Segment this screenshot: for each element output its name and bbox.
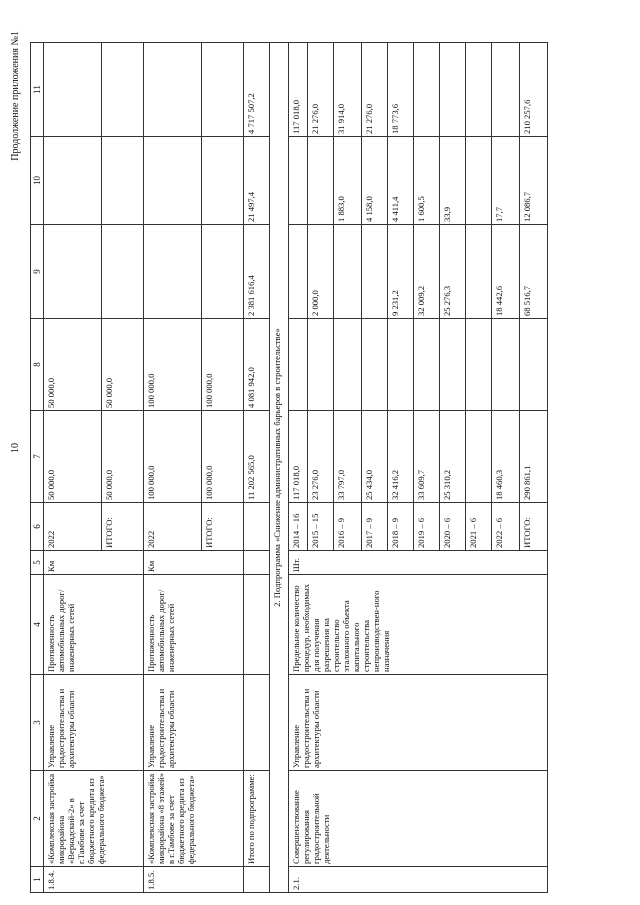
measure-name: Совершенствование регулирования градостроительной деятельности <box>289 771 548 867</box>
cell: 50 000,0 <box>44 319 102 411</box>
executor: Управление градостроительства и архитектуры области <box>44 675 144 771</box>
unit: Км <box>44 551 144 575</box>
cell <box>520 319 548 411</box>
cell <box>102 43 144 137</box>
cell: 25 310,2 <box>440 411 466 503</box>
cell <box>244 675 270 771</box>
cell: 2 381 616,4 <box>244 225 270 319</box>
program-table <box>30 42 548 893</box>
cell <box>244 867 270 893</box>
section-row <box>270 43 289 893</box>
cell: 17,7 <box>492 137 520 225</box>
year: ИТОГО: <box>102 503 144 551</box>
subtotal-row <box>244 43 270 893</box>
section-title: 2. Подпрограмма «Снижение административных барьеров в строительстве» <box>270 43 289 893</box>
cell <box>414 43 440 137</box>
col-number: 2 <box>31 771 44 867</box>
unit: Км <box>144 551 244 575</box>
cell: 100 000,0 <box>202 411 244 503</box>
measure-name: «Комплексная застройка микрорайона «8 этажей» в г.Тамбове за счет бюджетного кредита из федерального бюджета» <box>144 771 244 867</box>
cell: 2 000,0 <box>308 225 334 319</box>
cell: 31 914,0 <box>334 43 362 137</box>
cell: 32 009,2 <box>414 225 440 319</box>
cell: 50 000,0 <box>102 411 144 503</box>
col-number: 7 <box>31 411 44 503</box>
cell <box>308 319 334 411</box>
cell: 210 257,6 <box>520 43 548 137</box>
cell: 33 797,0 <box>334 411 362 503</box>
cell <box>289 225 308 319</box>
cell <box>144 225 202 319</box>
col-number: 6 <box>31 503 44 551</box>
cell <box>388 319 414 411</box>
cell: 4 081 942,0 <box>244 319 270 411</box>
row-number: 2.1. <box>289 867 548 893</box>
cell: 50 000,0 <box>44 411 102 503</box>
table-row <box>44 43 102 893</box>
year: 2017 – 9 <box>362 503 388 551</box>
continuation-note: Продолжение приложения №1 <box>10 31 21 161</box>
cell <box>466 137 492 225</box>
cell: 12 086,7 <box>520 137 548 225</box>
page-header <box>10 23 28 893</box>
col-number: 5 <box>31 551 44 575</box>
cell: 25 276,3 <box>440 225 466 319</box>
cell: 18 460,3 <box>492 411 520 503</box>
col-number: 8 <box>31 319 44 411</box>
row-number: 1.8.4. <box>44 867 144 893</box>
cell <box>289 319 308 411</box>
year: 2016 – 9 <box>334 503 362 551</box>
cell: 21 497,4 <box>244 137 270 225</box>
cell <box>289 137 308 225</box>
cell <box>244 551 270 575</box>
cell: 50 000,0 <box>102 319 144 411</box>
cell: 100 000,0 <box>202 319 244 411</box>
cell: 117 018,0 <box>289 411 308 503</box>
cell: 290 861,1 <box>520 411 548 503</box>
cell <box>440 319 466 411</box>
cell <box>202 225 244 319</box>
col-number: 4 <box>31 575 44 675</box>
cell <box>144 43 202 137</box>
cell <box>202 137 244 225</box>
cell <box>414 319 440 411</box>
cell: 4 158,0 <box>362 137 388 225</box>
cell: 18 442,6 <box>492 225 520 319</box>
cell <box>440 43 466 137</box>
cell <box>466 43 492 137</box>
col-number: 9 <box>31 225 44 319</box>
cell <box>102 137 144 225</box>
cell: 68 516,7 <box>520 225 548 319</box>
cell: 21 276,0 <box>362 43 388 137</box>
year: 2021 – 6 <box>466 503 492 551</box>
col-number: 11 <box>31 43 44 137</box>
column-numbers-row <box>31 43 44 893</box>
col-number: 3 <box>31 675 44 771</box>
table-row <box>289 43 308 893</box>
executor: Управление градостроительства и архитектуры области <box>144 675 244 771</box>
col-number: 10 <box>31 137 44 225</box>
cell <box>202 43 244 137</box>
cell: 117 018,0 <box>289 43 308 137</box>
cell: 9 231,2 <box>388 225 414 319</box>
rotated-page <box>12 23 620 893</box>
year: ИТОГО: <box>520 503 548 551</box>
year: 2018 – 9 <box>388 503 414 551</box>
cell <box>466 319 492 411</box>
cell: 100 000,0 <box>144 319 202 411</box>
cell: 11 202 565,0 <box>244 411 270 503</box>
unit: Шт. <box>289 551 548 575</box>
cell: 33,9 <box>440 137 466 225</box>
document-page <box>12 23 620 893</box>
cell: 23 276,0 <box>308 411 334 503</box>
cell <box>308 137 334 225</box>
indicator: Протяженность автомобильных дорог/инженерных сетей <box>44 575 144 675</box>
cell <box>362 225 388 319</box>
executor: Управление градостроительства и архитектуры области <box>289 675 548 771</box>
cell <box>102 225 144 319</box>
row-number: 1.8.5. <box>144 867 244 893</box>
cell <box>244 575 270 675</box>
cell: 1 600,5 <box>414 137 440 225</box>
cell <box>144 137 202 225</box>
cell: 1 883,0 <box>334 137 362 225</box>
year: 2015 – 15 <box>308 503 334 551</box>
subtotal-label: Итого по подпрограмме: <box>244 771 270 867</box>
page-number: 10 <box>10 443 21 453</box>
cell <box>334 225 362 319</box>
cell: 4 717 507,2 <box>244 43 270 137</box>
cell <box>362 319 388 411</box>
year: 2022 <box>144 503 202 551</box>
indicator: Протяженность автомобильных дорог/инженерных сетей <box>144 575 244 675</box>
year: 2019 – 6 <box>414 503 440 551</box>
cell <box>44 43 102 137</box>
cell: 21 276,0 <box>308 43 334 137</box>
year: 2022 – 6 <box>492 503 520 551</box>
table-row <box>144 43 202 893</box>
cell: 33 609,7 <box>414 411 440 503</box>
measure-name: «Комплексная застройка микрорайона «Вернадский-2» в г.Тамбове за счет бюджетного кредита из федерального бюджета» <box>44 771 144 867</box>
cell <box>244 503 270 551</box>
cell <box>466 225 492 319</box>
cell: 4 411,4 <box>388 137 414 225</box>
cell <box>492 43 520 137</box>
col-number: 1 <box>31 867 44 893</box>
cell <box>492 319 520 411</box>
cell <box>466 411 492 503</box>
year: 2022 <box>44 503 102 551</box>
year: ИТОГО: <box>202 503 244 551</box>
indicator: Предельное количество процедур, необходимых для получения разрешения на строительство эталонного объекта капитального строительства непроизводствен-ного назначения <box>289 575 548 675</box>
cell: 25 434,0 <box>362 411 388 503</box>
cell <box>44 137 102 225</box>
cell: 18 773,6 <box>388 43 414 137</box>
cell: 32 416,2 <box>388 411 414 503</box>
year: 2014 – 16 <box>289 503 308 551</box>
year: 2020 – 6 <box>440 503 466 551</box>
cell: 100 000,0 <box>144 411 202 503</box>
cell <box>334 319 362 411</box>
cell <box>44 225 102 319</box>
